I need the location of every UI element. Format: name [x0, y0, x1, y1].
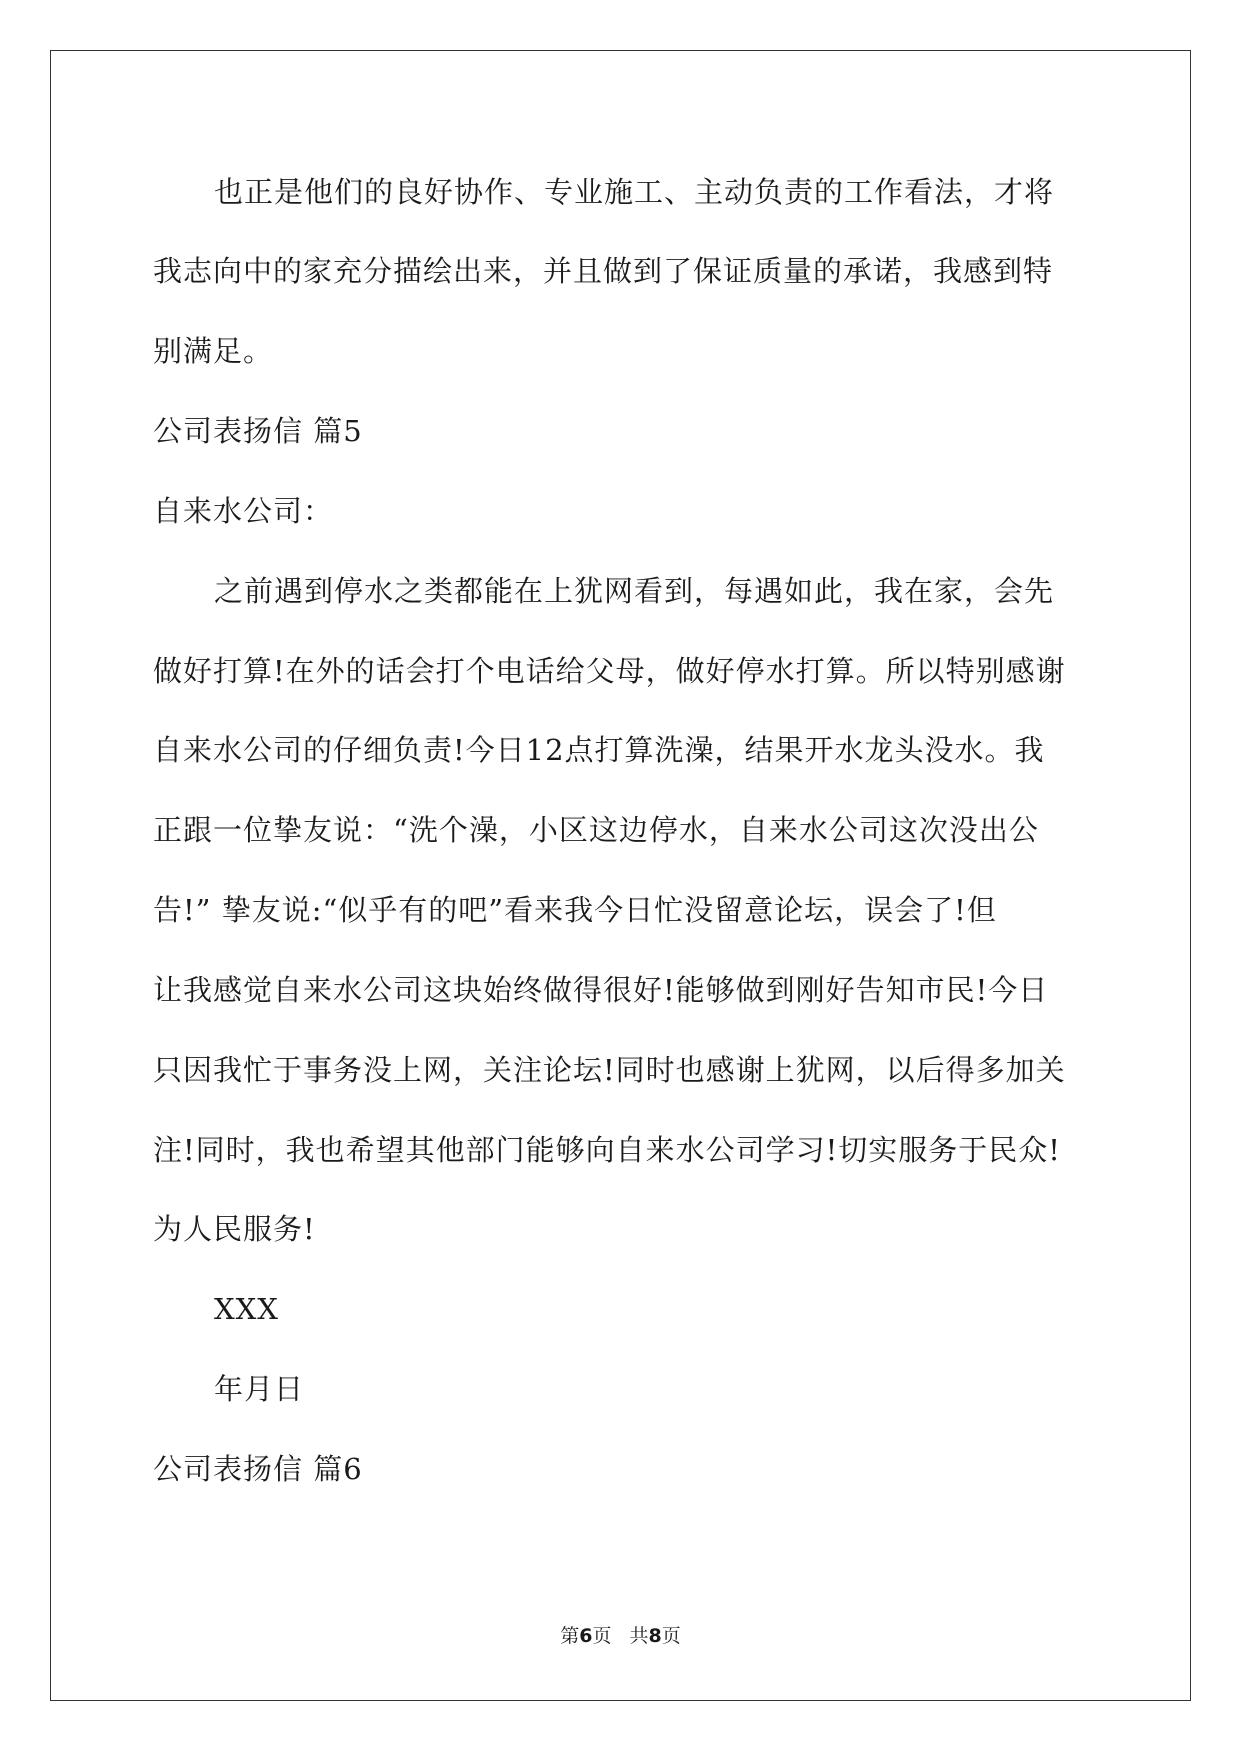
footer-total-suffix: 页: [661, 1625, 681, 1647]
signature-date: 年月日: [214, 1372, 305, 1406]
footer-total-pages: 8: [648, 1625, 662, 1647]
footer-total-prefix: 共: [629, 1625, 649, 1647]
paragraph-line: 让我感觉自来水公司这块始终做得很好!能够做到刚好告知市民!今日: [153, 973, 1049, 1007]
section-heading: 公司表扬信 篇5: [153, 414, 363, 448]
paragraph-line: 做好打算!在外的话会打个电话给父母，做好停水打算。所以特别感谢: [153, 654, 1066, 688]
paragraph-line: 我志向中的家充分描绘出来，并且做到了保证质量的承诺，我感到特: [153, 254, 1054, 288]
paragraph-line: 为人民服务!: [153, 1212, 316, 1246]
signature-name: XXX: [214, 1292, 279, 1326]
paragraph-line: 告!” 挚友说:“似乎有的吧”看来我今日忙没留意论坛，误会了!但: [153, 893, 997, 927]
paragraph-line: 之前遇到停水之类都能在上犹网看到，每遇如此，我在家，会先: [214, 574, 1055, 608]
paragraph-line: 只因我忙于事务没上网，关注论坛!同时也感谢上犹网，以后得多加关: [153, 1053, 1066, 1087]
page-footer: [0, 1624, 1241, 1648]
paragraph-line: 自来水公司的仔细负责!今日12点打算洗澡，结果开水龙头没水。我: [153, 733, 1045, 767]
paragraph-line: 别满足。: [153, 334, 274, 368]
paragraph-line: 注!同时，我也希望其他部门能够向自来水公司学习!切实服务于民众!: [153, 1133, 1061, 1167]
paragraph-line: 也正是他们的良好协作、专业施工、主动负责的工作看法，才将: [214, 175, 1055, 209]
footer-current-page: 6: [579, 1625, 593, 1647]
salutation: 自来水公司：: [153, 494, 334, 528]
paragraph-line: 正跟一位挚友说：“洗个澡，小区这边停水，自来水公司这次没出公: [153, 813, 1039, 847]
footer-page-suffix: 页: [592, 1625, 612, 1647]
footer-page-prefix: 第: [560, 1625, 580, 1647]
section-heading: 公司表扬信 篇6: [153, 1452, 363, 1486]
